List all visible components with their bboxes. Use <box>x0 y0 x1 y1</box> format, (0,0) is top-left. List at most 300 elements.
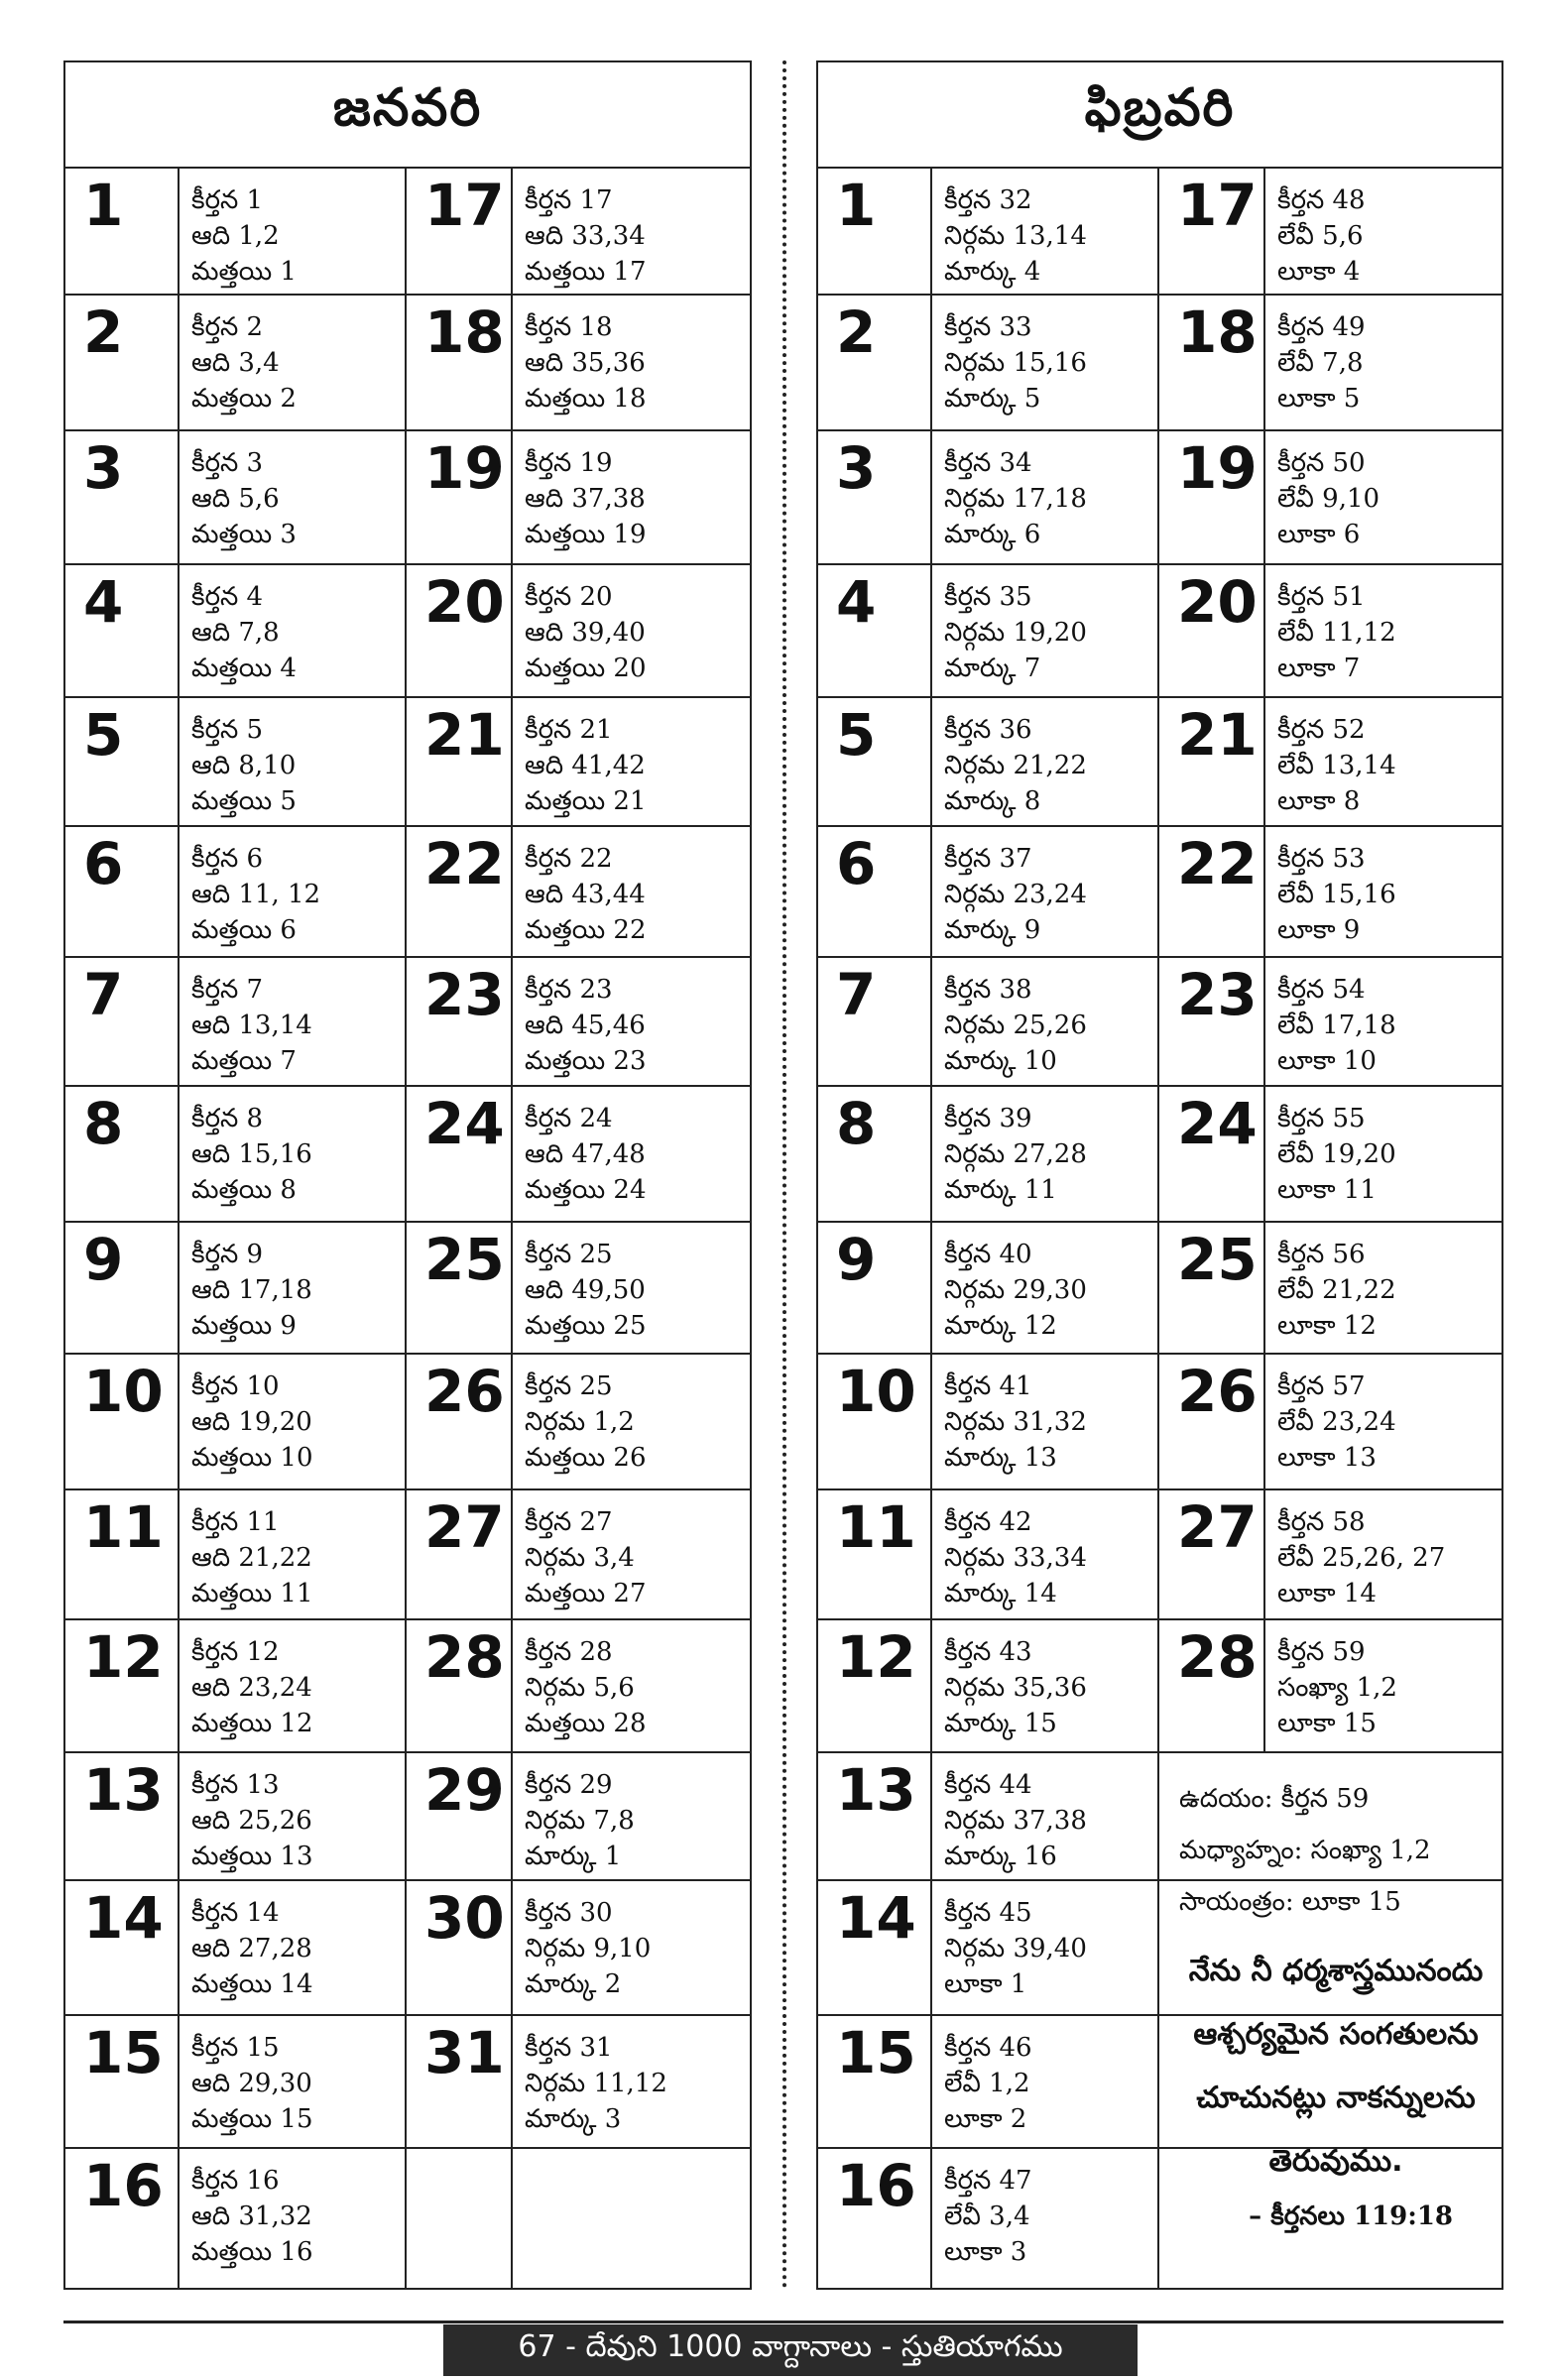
reading-line: కీర్తన 22 <box>525 844 613 874</box>
reading-line: కీర్తన 33 <box>944 312 1032 342</box>
reading-line: లేవీ 1,2 <box>944 2069 1030 2098</box>
reading-cell <box>178 565 405 696</box>
reading-line: మత్తయి 16 <box>191 2237 313 2267</box>
reading-line: లేవీ 9,10 <box>1277 484 1381 514</box>
reading-line: లేవీ 25,26, 27 <box>1277 1543 1446 1573</box>
reading-line: మార్కు 12 <box>944 1311 1057 1341</box>
reading-line: కీర్తన 42 <box>944 1507 1032 1537</box>
reading-cell <box>511 1223 750 1353</box>
reading-line: నిర్గమ 3,4 <box>525 1543 635 1573</box>
day-number-cell <box>405 1753 511 1879</box>
day-number: 26 <box>1177 1358 1258 1425</box>
day-number: 13 <box>83 1756 164 1824</box>
reading-line: మత్తయి 2 <box>191 384 297 414</box>
reading-line: నిర్గమ 29,30 <box>944 1275 1087 1305</box>
reading-line: మత్తయి 8 <box>191 1175 297 1205</box>
reading-line: కీర్తన 30 <box>525 1898 613 1928</box>
reading-cell <box>178 1753 405 1879</box>
day-number-cell <box>818 1087 930 1221</box>
reading-line: కీర్తన 21 <box>525 715 613 745</box>
reading-cell <box>930 1753 1157 1879</box>
reading-line: మార్కు 3 <box>525 2104 622 2134</box>
reading-line: మత్తయి 17 <box>525 257 647 287</box>
day-number-cell <box>818 958 930 1085</box>
day-number: 22 <box>424 830 505 897</box>
reading-line: ఆది 17,18 <box>191 1275 312 1305</box>
reading-line: కీర్తన 2 <box>191 312 264 342</box>
day-number-cell <box>818 296 930 429</box>
day-number-cell <box>65 296 178 429</box>
reading-line: లూకా 11 <box>1277 1175 1377 1205</box>
day-number-cell <box>405 698 511 825</box>
reading-cell <box>178 431 405 563</box>
reading-line: కీర్తన 51 <box>1277 582 1366 612</box>
day-number-cell <box>65 431 178 563</box>
day-number: 21 <box>1177 701 1258 769</box>
reading-cell <box>1263 169 1502 294</box>
day-number-cell <box>65 1620 178 1751</box>
reading-cell <box>930 296 1157 429</box>
day-number: 9 <box>836 1226 877 1293</box>
reading-line: మత్తయి 15 <box>191 2104 313 2134</box>
day-number: 11 <box>836 1493 916 1561</box>
january-panel <box>63 60 752 2290</box>
day-number: 5 <box>836 701 877 769</box>
reading-line: మత్తయి 19 <box>525 520 647 549</box>
day-number-cell <box>1157 565 1263 696</box>
february-panel <box>816 60 1503 2290</box>
day-number: 2 <box>83 298 124 366</box>
reading-line: కీర్తన 50 <box>1277 448 1366 478</box>
footer-label: 67 - దేవుని 1000 వాగ్దానాలు - స్తుతియాగము <box>443 2324 1138 2376</box>
reading-line: నిర్గమ 1,2 <box>525 1407 635 1437</box>
reading-line: లేవీ 19,20 <box>1277 1139 1396 1169</box>
footer-rule <box>63 2320 1503 2323</box>
reading-line: ఆది 35,36 <box>525 348 646 378</box>
reading-line: కీర్తన 37 <box>944 844 1032 874</box>
day-number: 20 <box>1177 568 1258 636</box>
reading-line: మత్తయి 4 <box>191 654 297 683</box>
reading-line: మత్తయి 27 <box>525 1579 647 1608</box>
verse-line: నేను నీ ధర్మశాస్త్రమునందు <box>1188 1954 1484 1988</box>
day-number: 25 <box>1177 1226 1258 1293</box>
reading-cell <box>930 1087 1157 1221</box>
reading-line: ఆది 1,2 <box>191 221 280 251</box>
day-number: 15 <box>836 2019 916 2086</box>
reading-cell <box>1263 431 1502 563</box>
calendar-row <box>65 827 750 958</box>
reading-line: కీర్తన 41 <box>944 1371 1032 1401</box>
calendar-row <box>65 1223 750 1355</box>
reading-cell <box>930 1620 1157 1751</box>
reading-cell <box>930 1355 1157 1488</box>
reading-line: లేవీ 21,22 <box>1277 1275 1396 1305</box>
reading-cell <box>1263 1620 1502 1751</box>
reading-line: ఆది 21,22 <box>191 1543 312 1573</box>
reading-cell <box>178 296 405 429</box>
reading-line: ఆది 25,26 <box>191 1806 312 1836</box>
reading-line: నిర్గమ 23,24 <box>944 880 1087 909</box>
calendar-row <box>818 1087 1501 1223</box>
day-number: 2 <box>836 298 877 366</box>
reading-line: కీర్తన 25 <box>525 1240 613 1269</box>
day-number: 17 <box>424 172 505 239</box>
reading-line: మత్తయి 9 <box>191 1311 297 1341</box>
reading-line: లూకా 10 <box>1277 1046 1377 1076</box>
february-grid <box>818 169 1501 2288</box>
reading-line: కీర్తన 7 <box>191 975 264 1005</box>
reading-line: కీర్తన 48 <box>1277 185 1366 215</box>
schedule-line: మధ్యాహ్నం: సంఖ్యా 1,2 <box>1179 1836 1431 1865</box>
day-number-cell <box>1157 296 1263 429</box>
day-number: 11 <box>83 1493 164 1561</box>
reading-cell <box>178 827 405 956</box>
reading-line: మత్తయి 13 <box>191 1842 313 1871</box>
reading-line: మత్తయి 21 <box>525 786 647 816</box>
day-number: 31 <box>424 2019 505 2086</box>
verse-line: తెరువుము. <box>1268 2144 1403 2179</box>
reading-line: కీర్తన 15 <box>191 2033 280 2063</box>
verse-note <box>1157 1753 1502 2290</box>
day-number-cell <box>405 1620 511 1751</box>
reading-line: మార్కు 5 <box>944 384 1041 414</box>
day-number: 8 <box>836 1090 877 1157</box>
calendar-row <box>818 698 1501 827</box>
day-number: 23 <box>424 961 505 1028</box>
reading-line: కీర్తన 24 <box>525 1104 613 1133</box>
day-number: 8 <box>83 1090 124 1157</box>
reading-line: మార్కు 2 <box>525 1969 622 1999</box>
day-number: 16 <box>83 2152 164 2219</box>
day-number-cell <box>405 169 511 294</box>
reading-cell <box>511 1753 750 1879</box>
reading-line: మత్తయి 25 <box>525 1311 647 1341</box>
reading-line: ఆది 47,48 <box>525 1139 646 1169</box>
calendar-row <box>818 1620 1501 1753</box>
reading-line: కీర్తన 4 <box>191 582 264 612</box>
reading-line: కీర్తన 57 <box>1277 1371 1366 1401</box>
reading-line: ఆది 15,16 <box>191 1139 312 1169</box>
day-number-cell <box>65 827 178 956</box>
reading-line: ఆది 3,4 <box>191 348 280 378</box>
reading-cell <box>930 698 1157 825</box>
day-number-cell <box>818 1223 930 1353</box>
reading-line: లేవీ 13,14 <box>1277 751 1396 780</box>
reading-line: కీర్తన 8 <box>191 1104 264 1133</box>
day-number-cell <box>65 1881 178 2014</box>
reading-line: లూకా 4 <box>1277 257 1361 287</box>
reading-line: కీర్తన 27 <box>525 1507 613 1537</box>
reading-line: లూకా 7 <box>1277 654 1361 683</box>
reading-line: కీర్తన 6 <box>191 844 264 874</box>
reading-line: మార్కు 1 <box>525 1842 622 1871</box>
day-number-cell <box>818 1620 930 1751</box>
reading-cell <box>511 958 750 1085</box>
reading-line: కీర్తన 53 <box>1277 844 1366 874</box>
day-number-cell <box>818 169 930 294</box>
day-number-cell <box>405 1087 511 1221</box>
day-number: 18 <box>1177 298 1258 366</box>
reading-line: ఆది 5,6 <box>191 484 280 514</box>
reading-cell <box>930 2149 1157 2288</box>
calendar-row <box>65 565 750 698</box>
calendar-row <box>65 1087 750 1223</box>
reading-line: ఆది 37,38 <box>525 484 646 514</box>
calendar-row <box>65 958 750 1087</box>
reading-cell <box>1263 698 1502 825</box>
calendar-row <box>65 1490 750 1620</box>
reading-line: కీర్తన 31 <box>525 2033 613 2063</box>
reading-cell <box>178 958 405 1085</box>
verse-line: చూచునట్లు నాకన్నులను <box>1196 2081 1476 2115</box>
reading-line: ఆది 7,8 <box>191 618 280 648</box>
reading-cell <box>1263 565 1502 696</box>
day-number: 10 <box>83 1358 164 1425</box>
reading-cell <box>511 1087 750 1221</box>
reading-cell <box>930 958 1157 1085</box>
reading-line: మార్కు 4 <box>944 257 1041 287</box>
reading-line: నిర్గమ 25,26 <box>944 1011 1087 1040</box>
reading-line: నిర్గమ 27,28 <box>944 1139 1087 1169</box>
day-number-cell <box>405 1881 511 2014</box>
reading-cell <box>930 1490 1157 1618</box>
calendar-row <box>818 958 1501 1087</box>
reading-line: నిర్గమ 19,20 <box>944 618 1087 648</box>
calendar-row <box>65 1753 750 1881</box>
day-number-cell <box>1157 169 1263 294</box>
reading-line: మత్తయి 5 <box>191 786 297 816</box>
reading-line: మత్తయి 20 <box>525 654 647 683</box>
verse-line: ఆశ్చర్యమైన సంగతులను <box>1193 2017 1479 2052</box>
day-number: 22 <box>1177 830 1258 897</box>
day-number: 6 <box>83 830 124 897</box>
day-number-cell <box>65 169 178 294</box>
reading-line: కీర్తన 58 <box>1277 1507 1366 1537</box>
day-number-cell <box>65 698 178 825</box>
reading-line: కీర్తన 10 <box>191 1371 280 1401</box>
reading-cell <box>1263 1490 1502 1618</box>
day-number: 27 <box>1177 1493 1258 1561</box>
day-number: 26 <box>424 1358 505 1425</box>
month-title: జనవరి <box>65 62 750 169</box>
reading-line: ఆది 19,20 <box>191 1407 312 1437</box>
calendar-row <box>818 565 1501 698</box>
reading-line: మార్కు 14 <box>944 1579 1057 1608</box>
reading-line: మత్తయి 26 <box>525 1443 647 1473</box>
reading-line: లూకా 12 <box>1277 1311 1377 1341</box>
day-number: 13 <box>836 1756 916 1824</box>
reading-line: కీర్తన 35 <box>944 582 1032 612</box>
day-number-cell <box>405 827 511 956</box>
reading-line: లూకా 9 <box>1277 915 1361 945</box>
reading-cell <box>511 169 750 294</box>
calendar-row <box>818 1223 1501 1355</box>
reading-line: నిర్గమ 37,38 <box>944 1806 1087 1836</box>
day-number-cell <box>818 1881 930 2014</box>
reading-line: మత్తయి 22 <box>525 915 647 945</box>
reading-line: మత్తయి 1 <box>191 257 297 287</box>
reading-line: నిర్గమ 17,18 <box>944 484 1087 514</box>
day-number-cell <box>65 1355 178 1488</box>
calendar-row <box>65 431 750 565</box>
day-number: 10 <box>836 1358 916 1425</box>
reading-line: మార్కు 9 <box>944 915 1041 945</box>
reading-line: కీర్తన 18 <box>525 312 613 342</box>
day-number-cell <box>1157 1223 1263 1353</box>
reading-line: కీర్తన 52 <box>1277 715 1366 745</box>
reading-line: లేవీ 23,24 <box>1277 1407 1396 1437</box>
reading-line: కీర్తన 14 <box>191 1898 280 1928</box>
reading-line: నిర్గమ 33,34 <box>944 1543 1087 1573</box>
reading-line: కీర్తన 11 <box>191 1507 280 1537</box>
calendar-row <box>65 2016 750 2149</box>
day-number: 19 <box>1177 434 1258 502</box>
reading-line: మత్తయి 28 <box>525 1709 647 1738</box>
day-number-cell <box>818 1490 930 1618</box>
reading-line: కీర్తన 43 <box>944 1637 1032 1667</box>
reading-line: లూకా 2 <box>944 2104 1027 2134</box>
reading-line: లేవీ 17,18 <box>1277 1011 1396 1040</box>
reading-cell <box>1263 958 1502 1085</box>
reading-line: మార్కు 6 <box>944 520 1041 549</box>
reading-line: మత్తయి 14 <box>191 1969 313 1999</box>
reading-cell <box>511 2016 750 2147</box>
day-number-cell <box>1157 958 1263 1085</box>
reading-line: కీర్తన 46 <box>944 2033 1032 2063</box>
day-number: 27 <box>424 1493 505 1561</box>
reading-line: ఆది 13,14 <box>191 1011 312 1040</box>
reading-cell <box>178 169 405 294</box>
reading-line: కీర్తన 39 <box>944 1104 1032 1133</box>
reading-line: కీర్తన 38 <box>944 975 1032 1005</box>
day-number: 1 <box>83 172 124 239</box>
reading-line: కీర్తన 1 <box>191 185 264 215</box>
day-number: 23 <box>1177 961 1258 1028</box>
day-number-cell <box>405 2149 511 2290</box>
reading-line: ఆది 27,28 <box>191 1934 312 1964</box>
calendar-row <box>818 1490 1501 1620</box>
reading-line: లూకా 5 <box>1277 384 1361 414</box>
reading-cell <box>178 1620 405 1751</box>
memory-verse <box>1179 1940 1493 2194</box>
reading-line: కీర్తన 49 <box>1277 312 1366 342</box>
calendar-row <box>65 169 750 296</box>
reading-line: కీర్తన 36 <box>944 715 1032 745</box>
day-number: 7 <box>836 961 877 1028</box>
dotted-divider <box>782 60 786 2290</box>
day-number-cell <box>405 431 511 563</box>
reading-line: కీర్తన 25 <box>525 1371 613 1401</box>
day-number-cell <box>818 1355 930 1488</box>
day-number: 15 <box>83 2019 164 2086</box>
day-number: 30 <box>424 1884 505 1952</box>
day-number-cell <box>405 565 511 696</box>
reading-line: కీర్తన 34 <box>944 448 1032 478</box>
day-number-cell <box>65 2016 178 2147</box>
reading-line: మార్కు 15 <box>944 1709 1057 1738</box>
day-number-cell <box>818 431 930 563</box>
day-number: 28 <box>424 1623 505 1691</box>
day-number-cell <box>65 958 178 1085</box>
reading-cell <box>511 1881 750 2014</box>
day-number: 25 <box>424 1226 505 1293</box>
reading-cell <box>511 1620 750 1751</box>
day-number: 24 <box>424 1090 505 1157</box>
reading-line: కీర్తన 28 <box>525 1637 613 1667</box>
day-number-cell <box>1157 1620 1263 1751</box>
reading-line: కీర్తన 9 <box>191 1240 264 1269</box>
calendar-row <box>65 296 750 431</box>
day-number-cell <box>65 1490 178 1618</box>
reading-line: కీర్తన 16 <box>191 2166 280 2196</box>
day-number: 21 <box>424 701 505 769</box>
reading-line: లేవీ 11,12 <box>1277 618 1396 648</box>
calendar-row <box>65 2149 750 2290</box>
reading-line: మార్కు 16 <box>944 1842 1057 1871</box>
reading-line: ఆది 31,32 <box>191 2202 312 2231</box>
reading-line: ఆది 45,46 <box>525 1011 646 1040</box>
reading-line: ఆది 43,44 <box>525 880 646 909</box>
day-number: 1 <box>836 172 877 239</box>
day-number-cell <box>65 1087 178 1221</box>
reading-line: నిర్గమ 9,10 <box>525 1934 652 1964</box>
reading-cell <box>1263 1355 1502 1488</box>
reading-line: కీర్తన 54 <box>1277 975 1366 1005</box>
reading-line: లేవీ 7,8 <box>1277 348 1364 378</box>
day-number-cell <box>818 827 930 956</box>
reading-line: లూకా 8 <box>1277 786 1361 816</box>
reading-line: లూకా 1 <box>944 1969 1027 1999</box>
day-number: 19 <box>424 434 505 502</box>
reading-line: మత్తయి 18 <box>525 384 647 414</box>
reading-cell <box>511 431 750 563</box>
reading-line: లేవీ 5,6 <box>1277 221 1364 251</box>
reading-line: ఆది 23,24 <box>191 1673 312 1703</box>
reading-line: నిర్గమ 5,6 <box>525 1673 635 1703</box>
day-number-cell <box>1157 1355 1263 1488</box>
reading-cell <box>1263 296 1502 429</box>
reading-line: నిర్గమ 35,36 <box>944 1673 1087 1703</box>
reading-line: నిర్గమ 39,40 <box>944 1934 1087 1964</box>
reading-line: మత్తయి 23 <box>525 1046 647 1076</box>
reading-cell <box>511 698 750 825</box>
reading-cell <box>1263 1087 1502 1221</box>
reading-line: నిర్గమ 11,12 <box>525 2069 667 2098</box>
day-number: 14 <box>836 1884 916 1952</box>
day-number: 14 <box>83 1884 164 1952</box>
reading-cell <box>511 827 750 956</box>
calendar-row <box>818 827 1501 958</box>
day-number: 5 <box>83 701 124 769</box>
day-number-cell <box>405 958 511 1085</box>
reading-line: ఆది 8,10 <box>191 751 297 780</box>
reading-line: లూకా 14 <box>1277 1579 1377 1608</box>
reading-line: నిర్గమ 7,8 <box>525 1806 635 1836</box>
reading-line: మార్కు 8 <box>944 786 1041 816</box>
reading-line: మత్తయి 7 <box>191 1046 297 1076</box>
reading-line: లూకా 3 <box>944 2237 1027 2267</box>
day-number-cell <box>65 565 178 696</box>
reading-cell <box>178 2016 405 2147</box>
day-number-cell <box>818 1753 930 1879</box>
reading-line: లూకా 13 <box>1277 1443 1377 1473</box>
day-number-cell <box>405 1223 511 1353</box>
day-number: 16 <box>836 2152 916 2219</box>
calendar-row <box>818 296 1501 431</box>
day-number-cell <box>405 1355 511 1488</box>
day-number-cell <box>65 1223 178 1353</box>
reading-line: మార్కు 11 <box>944 1175 1057 1205</box>
